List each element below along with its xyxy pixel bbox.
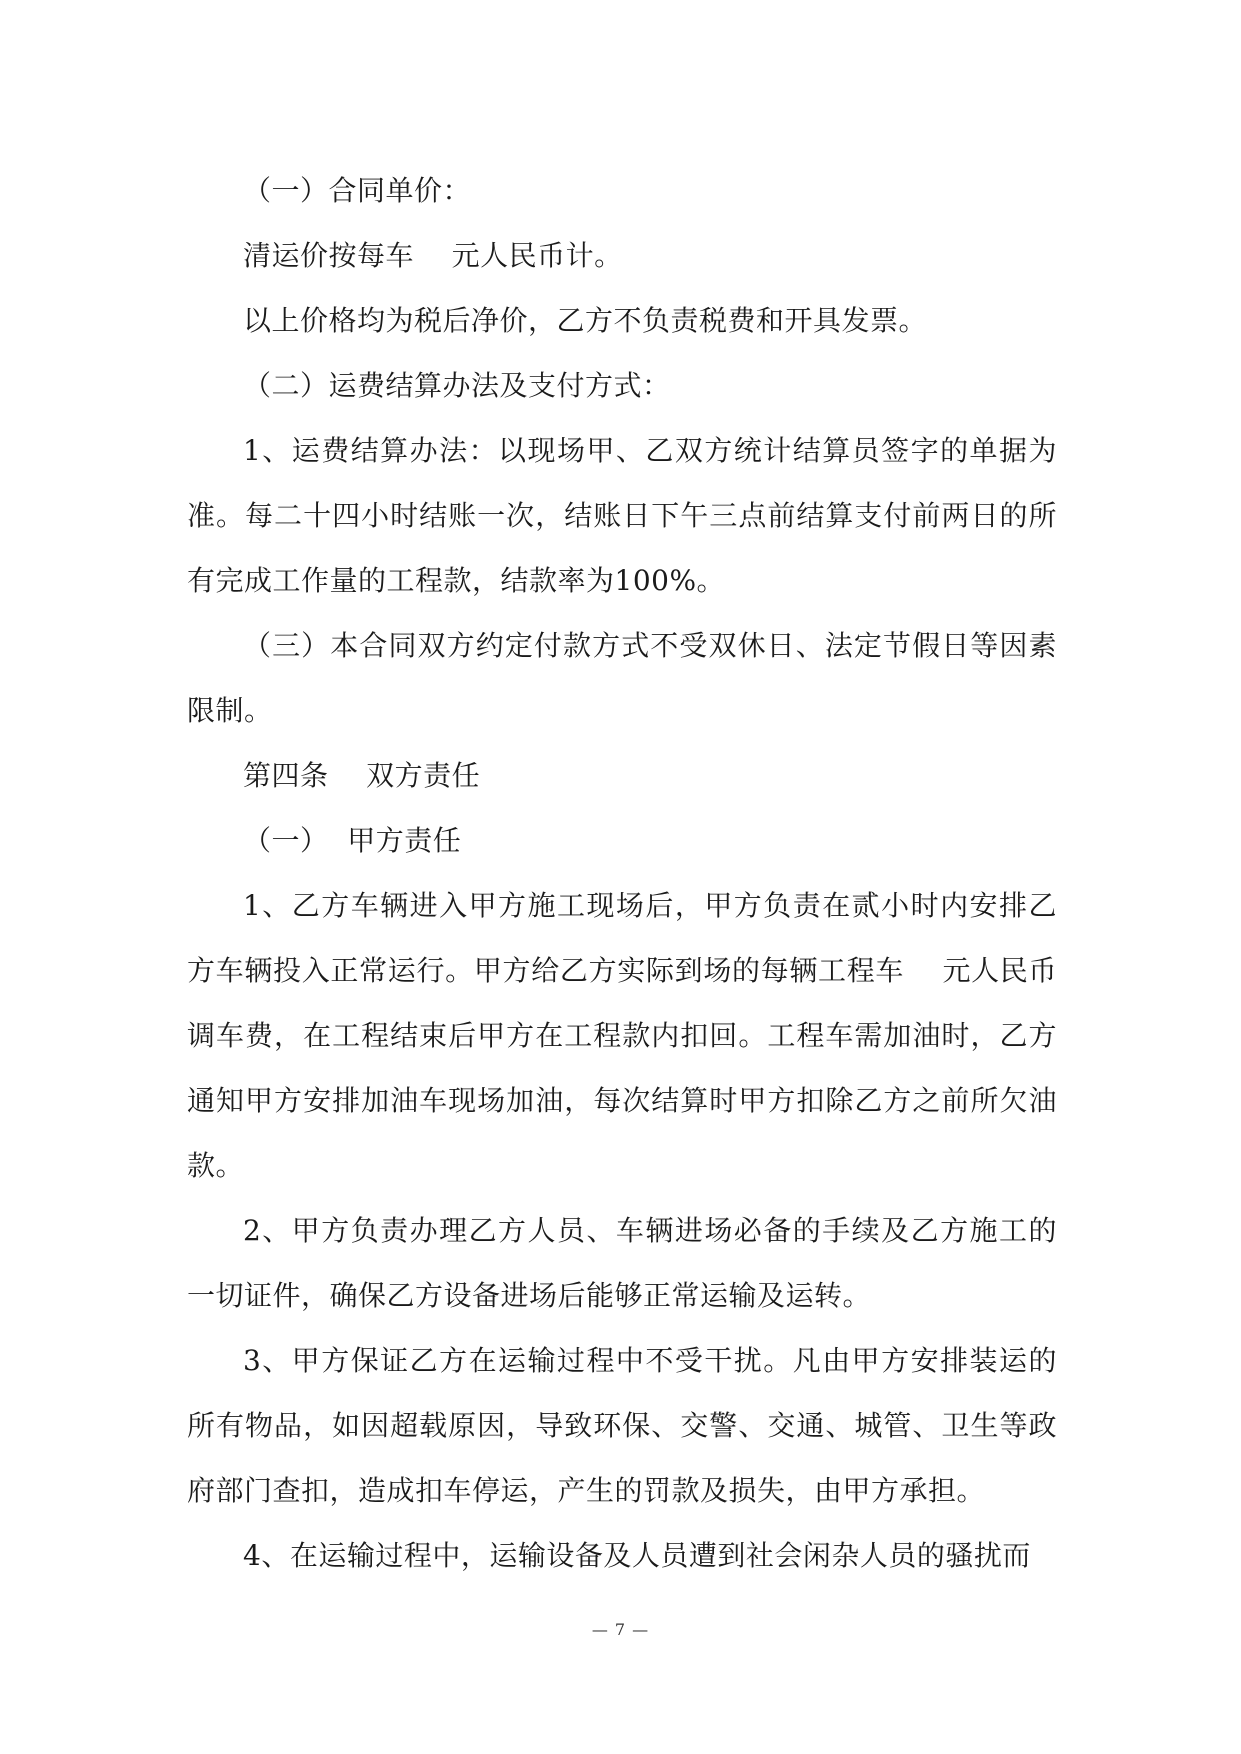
section-heading: 第四条 双方责任 bbox=[243, 759, 481, 792]
subsection-heading: （一） 甲方责任 bbox=[243, 824, 462, 857]
paragraph: 4、在运输过程中，运输设备及人员遭到社会闲杂人员的骚扰而 bbox=[243, 1539, 1031, 1572]
paragraph: 以上价格均为税后净价，乙方不负责税费和开具发票。 bbox=[243, 304, 928, 337]
paragraph: （一）合同单价： bbox=[243, 174, 472, 207]
paragraph: 3、甲方保证乙方在运输过程中不受干扰。凡由甲方安排装运的所有物品，如因超载原因，导致环保、交警、交通、城管、卫生等政府部门查扣，造成扣车停运，产生的罚款及损失，由甲方承担。 bbox=[187, 1344, 1057, 1507]
paragraph: 1、运费结算办法：以现场甲、乙双方统计结算员签字的单据为准。每二十四小时结账一次，结账日下午三点前结算支付前两日的所有完成工作量的工程款，结款率为100%。 bbox=[187, 434, 1057, 597]
paragraph: 2、甲方负责办理乙方人员、车辆进场必备的手续及乙方施工的一切证件，确保乙方设备进场后能够正常运输及运转。 bbox=[187, 1214, 1057, 1312]
page-number: — 7 — bbox=[591, 1620, 650, 1639]
document-body bbox=[187, 158, 1057, 1588]
paragraph: 清运价按每车 元人民币计。 bbox=[243, 239, 623, 272]
paragraph: （三）本合同双方约定付款方式不受双休日、法定节假日等因素限制。 bbox=[187, 629, 1057, 727]
paragraph: （二）运费结算办法及支付方式： bbox=[243, 369, 671, 402]
paragraph: 1、乙方车辆进入甲方施工现场后，甲方负责在贰小时内安排乙方车辆投入正常运行。甲方给乙方实际到场的每辆工程车 元人民币调车费，在工程结束后甲方在工程款内扣回。工程车需加油时，乙方通知甲方安排加油车现场加油，每次结算时甲方扣除乙方之前所欠油款。 bbox=[187, 889, 1057, 1182]
